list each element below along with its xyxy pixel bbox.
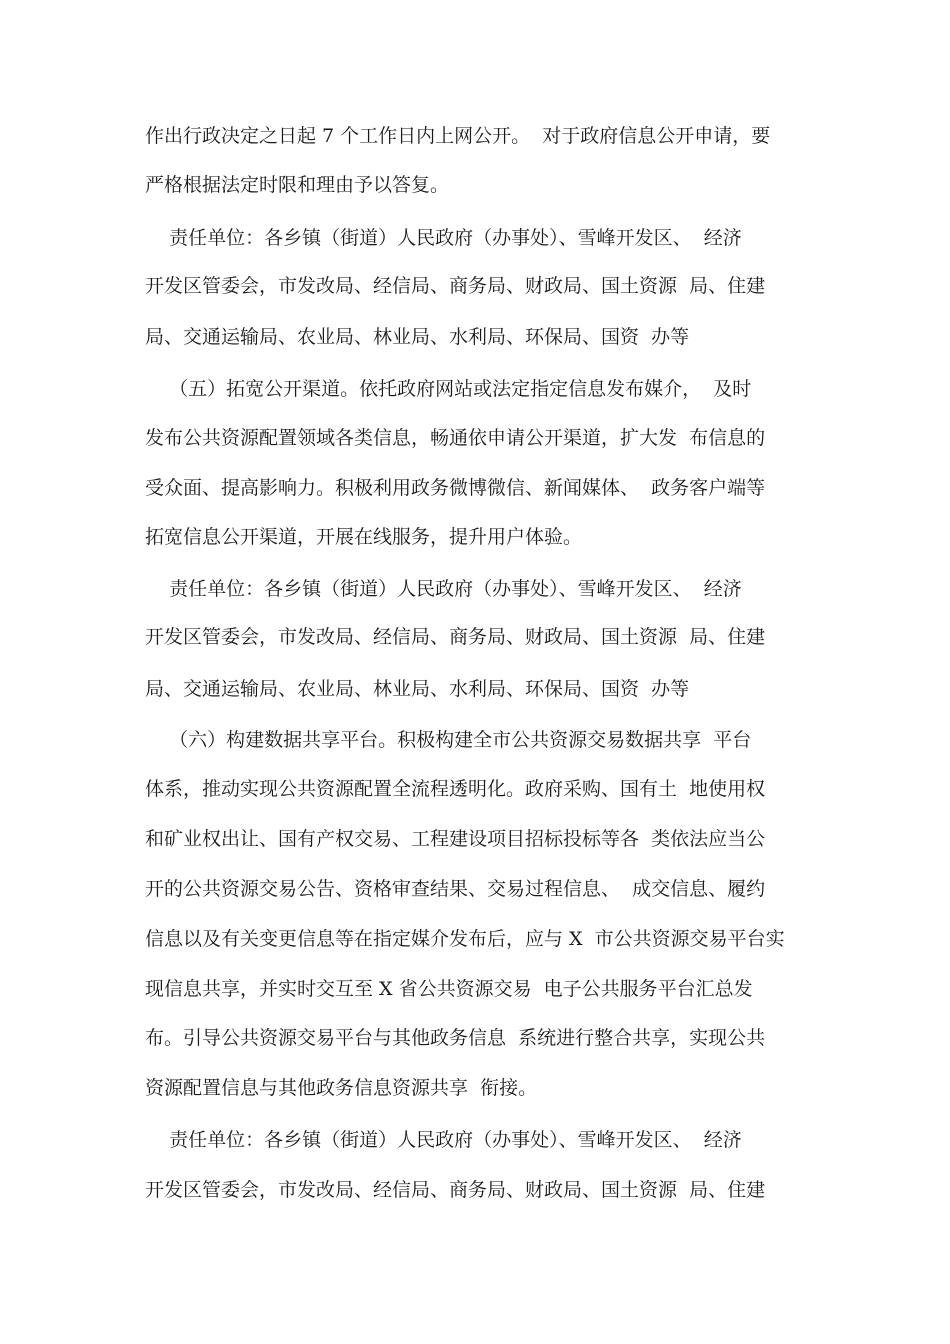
text-line: 局、交通运输局、农业局、林业局、水利局、环保局、国资 办等 bbox=[145, 678, 690, 700]
text-line: 信息以及有关变更信息等在指定媒介发布后，应与 X 市公共资源交易平台实 bbox=[145, 928, 785, 950]
text-line: 发布公共资源配置领域各类信息，畅通依申请公开渠道，扩大发 布信息的 bbox=[145, 427, 766, 449]
text-line: （六）构建数据共享平台。积极构建全市公共资源交易数据共享 平台 bbox=[145, 729, 752, 751]
text-line: 责任单位：各乡镇（街道）人民政府（办事处）、雪峰开发区、 经济 bbox=[145, 227, 742, 249]
text-line: 严格根据法定时限和理由予以答复。 bbox=[145, 174, 450, 196]
text-line: 开发区管委会，市发改局、经信局、商务局、财政局、国土资源 局、住建 bbox=[145, 275, 766, 297]
text-line: 受众面、提高影响力。积极利用政务微博微信、新闻媒体、 政务客户端等 bbox=[145, 477, 766, 499]
text-line: 开发区管委会，市发改局、经信局、商务局、财政局、国土资源 局、住建 bbox=[145, 626, 766, 648]
text-line: 资源配置信息与其他政务信息资源共享 衔接。 bbox=[145, 1077, 538, 1099]
text-line: 体系，推动实现公共资源配置全流程透明化。政府采购、国有土 地使用权 bbox=[145, 778, 766, 800]
text-line: 责任单位：各乡镇（街道）人民政府（办事处）、雪峰开发区、 经济 bbox=[145, 1129, 742, 1151]
text-line: 和矿业权出让、国有产权交易、工程建设项目招标投标等各 类依法应当公 bbox=[145, 828, 766, 850]
text-line: 作出行政决定之日起 7 个工作日内上网公开。 对于政府信息公开申请，要 bbox=[145, 125, 771, 147]
text-line: （五）拓宽公开渠道。依托政府网站或法定指定信息发布媒介， 及时 bbox=[145, 378, 752, 400]
text-line: 局、交通运输局、农业局、林业局、水利局、环保局、国资 办等 bbox=[145, 326, 690, 348]
text-line: 现信息共享，并实时交互至 X 省公共资源交易 电子公共服务平台汇总发 bbox=[145, 978, 753, 1000]
text-line: 开发区管委会，市发改局、经信局、商务局、财政局、国土资源 局、住建 bbox=[145, 1179, 766, 1201]
text-line: 责任单位：各乡镇（街道）人民政府（办事处）、雪峰开发区、 经济 bbox=[145, 578, 742, 600]
text-line: 布。引导公共资源交易平台与其他政务信息 系统进行整合共享，实现公共 bbox=[145, 1027, 766, 1049]
text-line: 拓宽信息公开渠道，开展在线服务，提升用户体验。 bbox=[145, 526, 583, 548]
text-line: 开的公共资源交易公告、资格审查结果、交易过程信息、 成交信息、履约 bbox=[145, 878, 766, 900]
